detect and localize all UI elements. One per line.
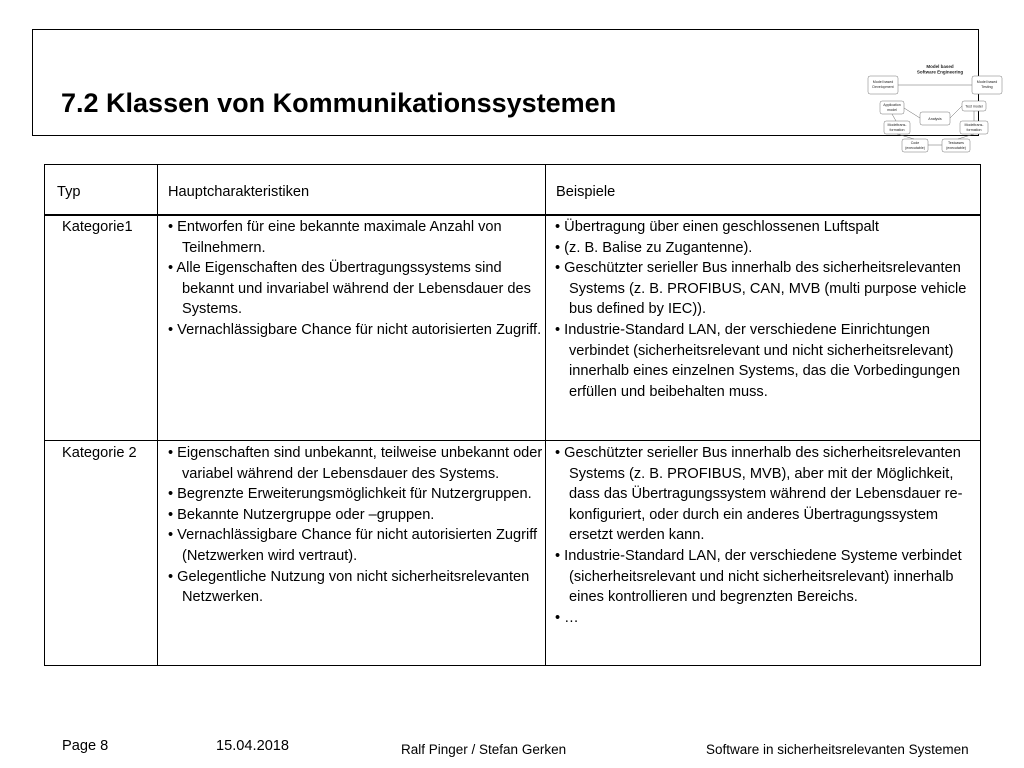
footer-page: Page 8 xyxy=(62,738,109,754)
footer-authors: Ralf Pinger / Stefan Gerken xyxy=(401,742,567,757)
diagram-top-line1: Model based xyxy=(926,64,954,69)
diagram-model-trans-left-l2: formation xyxy=(889,128,905,132)
diagram-app-model-l1: Application xyxy=(883,103,901,107)
row1-haupt-item: • Alle Eigenschaften des Übertragungssystems sind bekannt und invariabel während der Lebensdauer des Systems. xyxy=(168,258,550,320)
slide-header xyxy=(32,29,998,150)
row2-haupt xyxy=(168,443,550,608)
diagram-test-model: Test model xyxy=(965,104,983,109)
slide-title: 7.2 Klassen von Kommunikationssystemen xyxy=(61,88,617,118)
row1-typ: Kategorie1 xyxy=(62,219,133,235)
diagram-model-trans-right-l1: Modeltrans- xyxy=(964,123,984,127)
footer-date: 15.04.2018 xyxy=(216,738,290,754)
row2-beispiel-item: • Geschützter serieller Bus innerhalb des sicherheitsrelevanten Systems (z. B. PROFIBUS, MVB), aber mit der Möglichkeit, dass das Übertragungssystem während der Lebensdauer re-konfiguriert, oder durch ein anderes Übertragungssystem ersetzt werden kann. xyxy=(555,443,977,546)
header-row-divider xyxy=(45,214,980,216)
row2-beispiel-item: • Industrie-Standard LAN, der verschiedene Systeme verbindet (sicherheitsrelevant und nicht sicherheitsrelevant) innerhalb eines kontrollieren und begrenzten Bereichs. xyxy=(555,546,977,608)
row2-typ: Kategorie 2 xyxy=(62,445,137,461)
row1-haupt-item: • Vernachlässigbare Chance für nicht autorisierten Zugriff. xyxy=(168,320,550,341)
diagram-app-model-l2: model xyxy=(887,108,897,112)
row2-haupt-item: • Vernachlässigbare Chance für nicht autorisierten Zugriff (Netzwerken wird vertraut). xyxy=(168,525,550,566)
row2-beispiele xyxy=(555,443,977,628)
column-header-typ: Typ xyxy=(57,184,81,200)
row2-haupt-item: • Begrenzte Erweiterungsmöglichkeit für Nutzergruppen. xyxy=(168,484,550,505)
classes-table xyxy=(44,164,981,666)
row1-beispiel-item: • Industrie-Standard LAN, der verschiedene Einrichtungen verbindet (sicherheitsrelevant und nicht sicherheitsrelevant) innerhalb eines einzelnen Systems, das die Vorbedingungen erfüllen und beibehalten muss. xyxy=(555,320,977,402)
diagram-code-l1: Code xyxy=(910,141,920,145)
diagram-testcases-l1: Testcases xyxy=(948,141,964,145)
row2-haupt-item: • Bekannte Nutzergruppe oder –gruppen. xyxy=(168,505,550,526)
row1-beispiel-item: • (z. B. Balise zu Zugantenne). xyxy=(555,238,977,259)
diagram-left-box-l2: Development xyxy=(872,85,894,89)
diagram-code-l2: (executable) xyxy=(905,146,925,150)
diagram-left-box-l1: Model based xyxy=(872,80,894,84)
footer-course: Software in sicherheitsrelevanten Systemen xyxy=(706,742,969,757)
diagram-model-trans-left-l1: Modeltrans- xyxy=(887,123,907,127)
mbse-diagram-svg xyxy=(866,63,1014,163)
row1-beispiel-item: • Übertragung über einen geschlossenen Luftspalt xyxy=(555,217,977,238)
diagram-testcases-l2: (executable) xyxy=(946,146,966,150)
row1-beispiele xyxy=(555,217,977,402)
diagram-right-box-l2: Testing xyxy=(981,85,993,89)
diagram-model-trans-right-l2: formation xyxy=(966,128,982,132)
row-divider xyxy=(45,440,980,441)
diagram-right-box-l1: Model based xyxy=(976,80,998,84)
row1-haupt xyxy=(168,217,550,341)
column-divider-1 xyxy=(157,165,158,665)
mbse-diagram xyxy=(866,63,1014,163)
row2-beispiel-item: • … xyxy=(555,608,977,629)
row2-haupt-item: • Eigenschaften sind unbekannt, teilweise unbekannt oder variabel während der Lebensdauer des Systems. xyxy=(168,443,550,484)
column-header-haupt: Hauptcharakteristiken xyxy=(168,184,310,200)
row1-beispiel-item: • Geschützter serieller Bus innerhalb des sicherheitsrelevanten Systems (z. B. PROFIBUS, CAN, MVB (multi purpose vehicle bus defined by IEC)). xyxy=(555,258,977,320)
row2-haupt-item: • Gelegentliche Nutzung von nicht sicherheitsrelevanten Netzwerken. xyxy=(168,567,550,608)
row1-haupt-item: • Entworfen für eine bekannte maximale Anzahl von Teilnehmern. xyxy=(168,217,550,258)
diagram-analysis: Analysis xyxy=(928,117,942,121)
column-header-beispiele: Beispiele xyxy=(556,184,616,200)
diagram-top-line2: Software Engineering xyxy=(916,69,964,75)
